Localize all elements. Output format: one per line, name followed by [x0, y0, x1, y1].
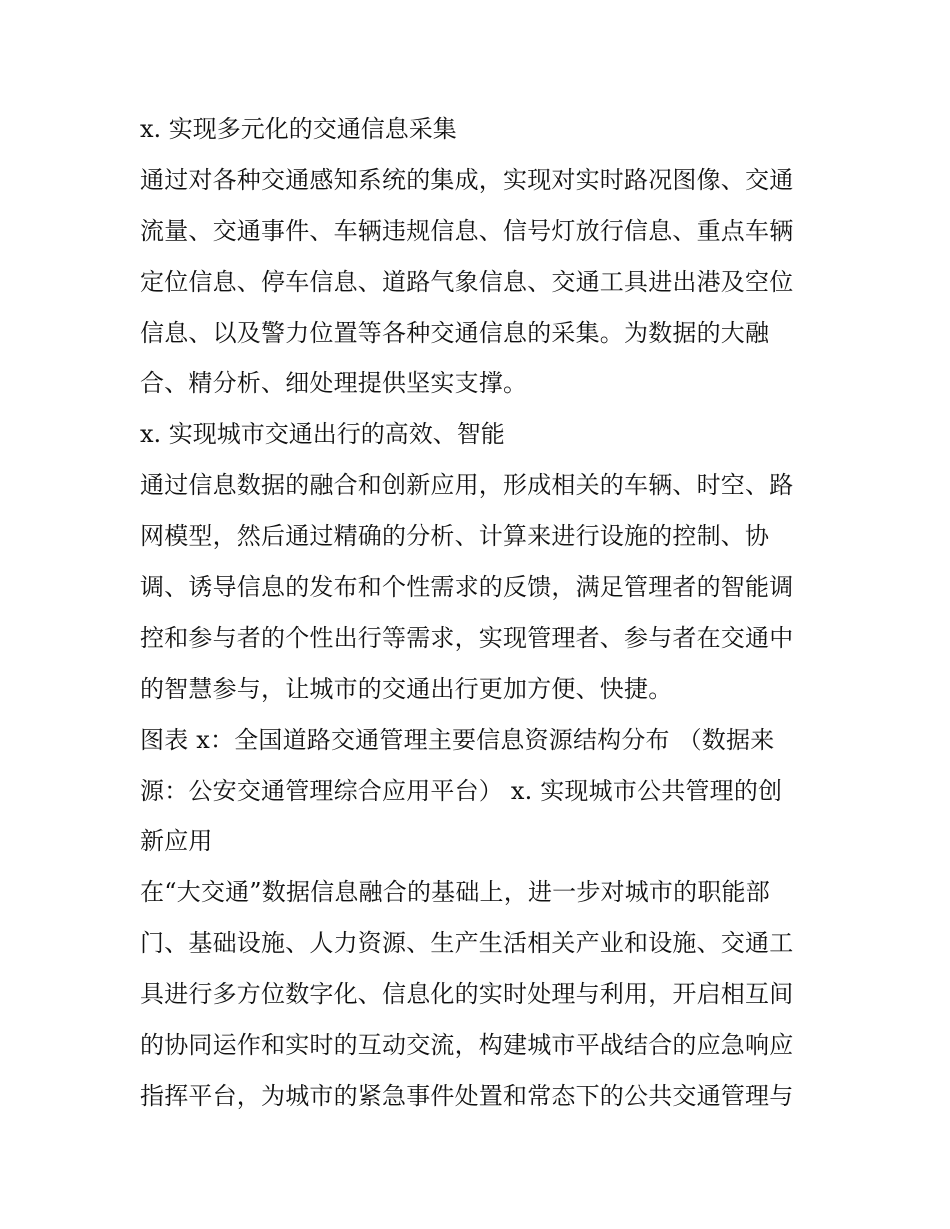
paragraph-line: 的协同运作和实时的互动交流，构建城市平战结合的应急响应: [140, 1031, 794, 1060]
paragraph-line: 调、诱导信息的发布和个性需求的反馈，满足管理者的智能调: [140, 573, 794, 602]
section-heading-continuation: 新应用: [140, 827, 213, 856]
paragraph-line: 指挥平台，为城市的紧急事件处置和常态下的公共交通管理与: [140, 1081, 794, 1110]
document-body: [140, 104, 820, 1122]
section-heading-info-collection: x. 实现多元化的交通信息采集: [140, 115, 457, 143]
figure-caption-line: 源：公安交通管理综合应用平台） x. 实现城市公共管理的创: [140, 776, 783, 805]
paragraph-line: 在“大交通”数据信息融合的基础上，进一步对城市的职能部: [140, 878, 770, 907]
paragraph-line: 合、精分析、细处理提供坚实支撑。: [140, 369, 528, 398]
paragraph-line: 定位信息、停车信息、道路气象信息、交通工具进出港及空位: [140, 267, 794, 296]
paragraph-line: 通过对各种交通感知系统的集成，实现对实时路况图像、交通: [140, 165, 794, 194]
paragraph-line: 信息、以及警力位置等各种交通信息的采集。为数据的大融: [140, 318, 770, 347]
paragraph-line: 网模型，然后通过精确的分析、计算来进行设施的控制、协: [140, 522, 770, 551]
section-heading-efficient-travel: x. 实现城市交通出行的高效、智能: [140, 420, 505, 449]
paragraph-line: 控和参与者的个性出行等需求，实现管理者、参与者在交通中: [140, 623, 794, 652]
paragraph-line: 的智慧参与，让城市的交通出行更加方便、快捷。: [140, 674, 673, 703]
paragraph-line: 具进行多方位数字化、信息化的实时处理与利用，开启相互间: [140, 980, 794, 1009]
figure-caption-line: 图表 x：全国道路交通管理主要信息资源结构分布 （数据来: [140, 725, 775, 754]
paragraph-line: 通过信息数据的融合和创新应用，形成相关的车辆、时空、路: [140, 471, 794, 500]
paragraph-line: 流量、交通事件、车辆违规信息、信号灯放行信息、重点车辆: [140, 216, 794, 245]
paragraph-line: 门、基础设施、人力资源、生产生活相关产业和设施、交通工: [140, 929, 794, 958]
